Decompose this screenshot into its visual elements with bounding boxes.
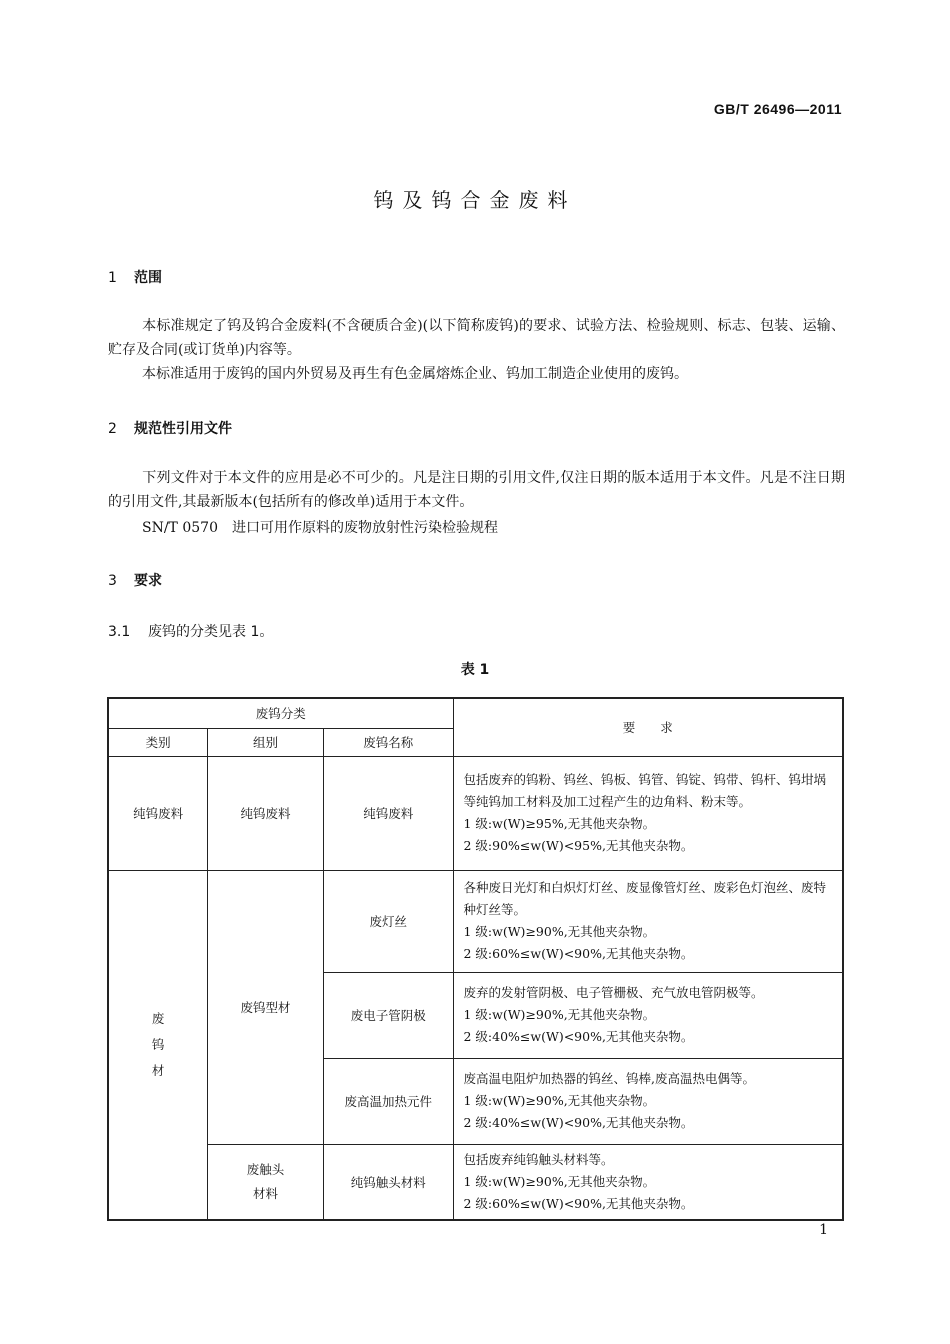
group-wrapped-text: 废触头材料 <box>246 1161 285 1201</box>
requirement-line: 2 级:40%≤w(W)<90%,无其他夹杂物。 <box>463 1115 694 1130</box>
header-requirement-cell: 要 求 <box>453 698 843 756</box>
classification-table <box>107 697 844 1221</box>
requirement-line: 1 级:w(W)≥90%,无其他夹杂物。 <box>463 1093 656 1108</box>
requirement-line: 2 级:90%≤w(W)<95%,无其他夹杂物。 <box>463 838 694 853</box>
document-title: 钨及钨合金废料 <box>373 188 577 212</box>
section-2-reference <box>108 516 845 540</box>
requirement-line: 废高温电阻炉加热器的钨丝、钨棒,废高温热电偶等。 <box>463 1071 755 1086</box>
requirement-line: 废弃的发射管阴极、电子管栅极、充气放电管阴极等。 <box>463 985 764 1000</box>
section-number: 1 <box>108 270 117 286</box>
table-row <box>108 1144 843 1220</box>
requirement-line: 包括废弃纯钨触头材料等。 <box>463 1151 614 1167</box>
category-cell: 纯钨废料 <box>108 756 208 870</box>
requirement-line: 各种废日光灯和白炽灯灯丝、废显像管灯丝、废彩色灯泡丝、废特种灯丝等。 <box>463 880 827 917</box>
header-group-col-cell: 组别 <box>208 728 324 756</box>
requirement-line: 1 级:w(W)≥90%,无其他夹杂物。 <box>463 1007 656 1022</box>
group-cell: 纯钨废料 <box>208 756 324 870</box>
clause-text: 废钨的分类见表 1。 <box>148 624 274 640</box>
requirement-line: 2 级:40%≤w(W)<90%,无其他夹杂物。 <box>463 1029 694 1044</box>
clause-3-1 <box>108 620 845 644</box>
reference-text: SN/T 0570 进口可用作原料的废物放射性污染检验规程 <box>142 520 498 536</box>
group-cell: 废钨型材 <box>208 870 324 1144</box>
section-number: 3 <box>108 573 117 589</box>
header-category-cell: 类别 <box>108 728 208 756</box>
requirement-cell <box>453 1058 843 1144</box>
table-row <box>108 756 843 870</box>
requirement-line: 2 级:60%≤w(W)<90%,无其他夹杂物。 <box>463 946 694 961</box>
group-cell <box>208 1144 324 1220</box>
page-number: 1 <box>819 1222 828 1238</box>
section-3-heading <box>108 570 162 590</box>
section-2-paragraph-1 <box>108 466 845 514</box>
name-cell: 废灯丝 <box>323 870 453 972</box>
name-cell: 废高温加热元件 <box>323 1058 453 1144</box>
section-1-paragraph-1 <box>108 314 845 362</box>
section-title: 要求 <box>134 573 162 589</box>
requirement-cell <box>453 972 843 1058</box>
requirement-line: 1 级:w(W)≥90%,无其他夹杂物。 <box>463 1173 656 1189</box>
name-cell: 废电子管阴极 <box>323 972 453 1058</box>
section-2-heading <box>108 418 232 438</box>
paragraph-text: 本标准规定了钨及钨合金废料(不含硬质合金)(以下简称废钨)的要求、试验方法、检验规则、标志、包装、运输、贮存及合同(或订货单)内容等。 <box>108 318 845 358</box>
paragraph-text: 下列文件对于本文件的应用是必不可少的。凡是注日期的引用文件,仅注日期的版本适用于本文件。凡是不注日期的引用文件,其最新版本(包括所有的修改单)适用于本文件。 <box>108 470 845 510</box>
name-cell: 纯钨废料 <box>323 756 453 870</box>
table-row <box>108 870 843 972</box>
category-vertical-text: 废钨材 <box>151 1010 165 1078</box>
header-name-cell: 废钨名称 <box>323 728 453 756</box>
clause-number: 3.1 <box>108 624 131 640</box>
section-1-heading <box>108 267 162 287</box>
standard-number: GB/T 26496—2011 <box>713 101 842 117</box>
requirement-line: 2 级:60%≤w(W)<90%,无其他夹杂物。 <box>463 1195 694 1211</box>
paragraph-text: 本标准适用于废钨的国内外贸易及再生有色金属熔炼企业、钨加工制造企业使用的废钨。 <box>142 366 688 382</box>
category-cell <box>108 870 208 1220</box>
section-1-paragraph-2 <box>108 362 845 386</box>
requirement-cell <box>453 1144 843 1220</box>
requirement-line: 1 级:w(W)≥90%,无其他夹杂物。 <box>463 924 656 939</box>
section-title: 规范性引用文件 <box>134 421 232 437</box>
section-number: 2 <box>108 421 117 437</box>
name-cell: 纯钨触头材料 <box>323 1144 453 1220</box>
header-group-cell: 废钨分类 <box>108 698 453 728</box>
table-caption: 表 1 <box>460 662 490 678</box>
requirement-line: 1 级:w(W)≥95%,无其他夹杂物。 <box>463 816 656 831</box>
requirement-line: 包括废弃的钨粉、钨丝、钨板、钨管、钨锭、钨带、钨杆、钨坩埚等纯钨加工材料及加工过程产生的边角料、粉末等。 <box>463 772 827 809</box>
section-title: 范围 <box>134 270 162 286</box>
requirement-cell <box>453 756 843 870</box>
requirement-cell <box>453 870 843 972</box>
